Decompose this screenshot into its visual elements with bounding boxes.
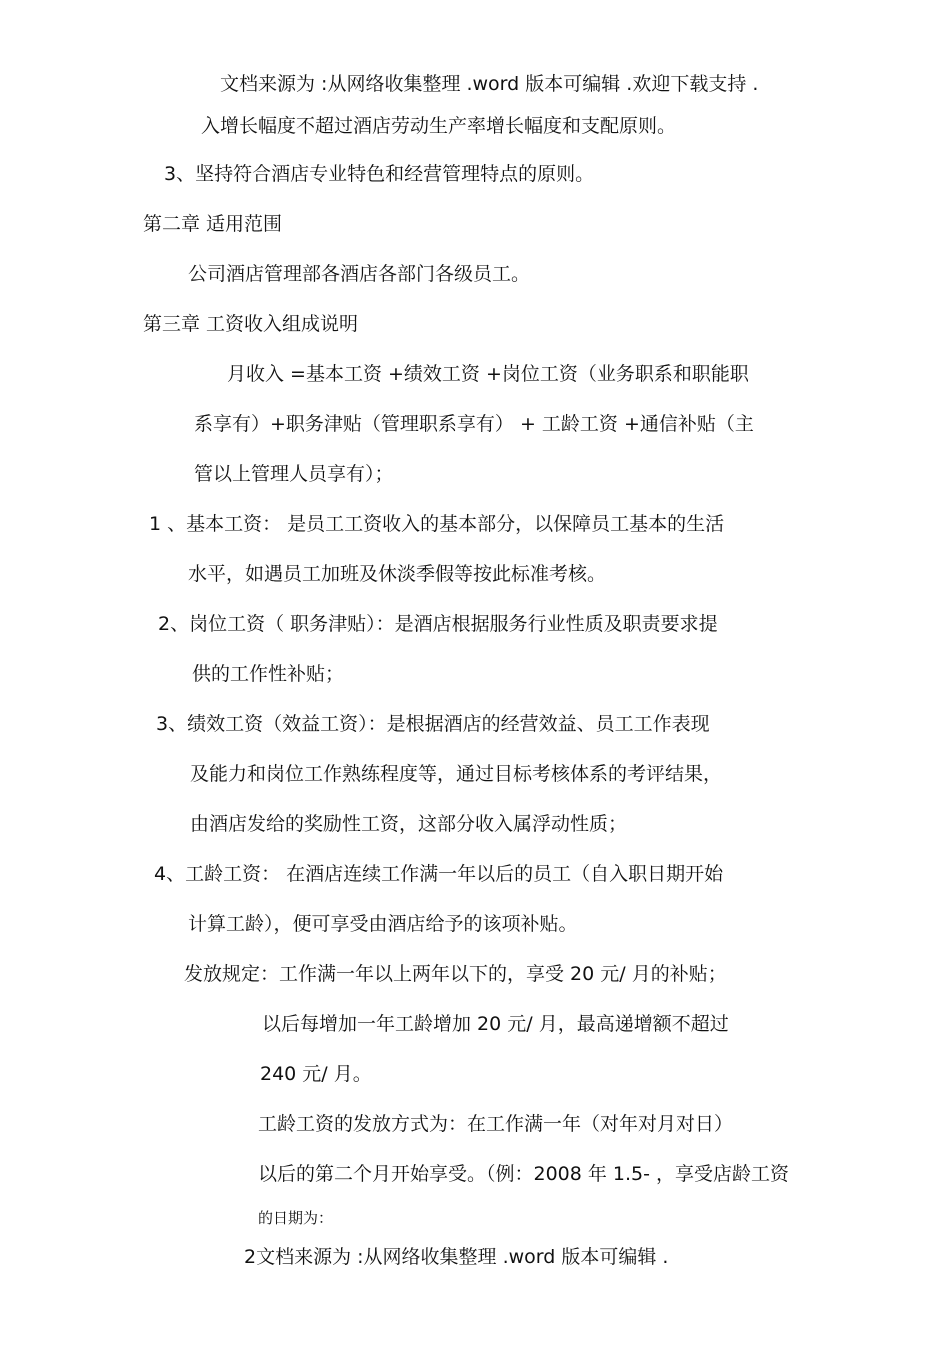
text-line: 工龄工资的发放方式为：在工作满一年（对年对月对日） [258,1113,734,1135]
chapter-3-heading: 第三章 工资收入组成说明 [143,313,359,335]
text-line: 以后每增加一年工龄增加 20 元/ 月，最高递增额不超过 [262,1013,729,1035]
chapter-2-heading: 第二章 适用范围 [143,213,283,235]
text-line: 月收入 =基本工资 +绩效工资 +岗位工资（业务职系和职能职 [227,363,749,385]
text-line: 公司酒店管理部各酒店各部门各级员工。 [188,263,531,285]
text-line: 水平，如遇员工加班及休淡季假等按此标准考核。 [188,563,607,585]
header-source-note: 文档来源为 :从网络收集整理 .word 版本可编辑 .欢迎下载支持 . [220,73,759,95]
text-line: 240 元/ 月。 [260,1063,372,1085]
principle-3: 3、坚持符合酒店专业特色和经营管理特点的原则。 [164,163,595,185]
text-line: 的日期为： [258,1209,334,1227]
item-3: 3、绩效工资（效益工资）：是根据酒店的经营效益、员工工作表现 [156,713,710,735]
text-line: 以后的第二个月开始享受。（例：2008 年 1.5- ，享受店龄工资 [258,1163,790,1185]
text-line: 由酒店发给的奖励性工资，这部分收入属浮动性质； [190,813,628,835]
text-line: 供的工作性补贴； [192,663,345,685]
text-line: 入增长幅度不超过酒店劳动生产率增长幅度和支配原则。 [201,115,677,137]
item-2: 2、岗位工资（ 职务津贴）：是酒店根据服务行业性质及职责要求提 [158,613,718,635]
text-line: 管以上管理人员享有）； [194,463,394,485]
item-1: 1 、基本工资： 是员工工资收入的基本部分，以保障员工基本的生活 [149,513,725,535]
footer-source-note: 2文档来源为 :从网络收集整理 .word 版本可编辑 . [244,1246,669,1268]
item-4: 4、工龄工资： 在酒店连续工作满一年以后的员工（自入职日期开始 [154,863,724,885]
text-line: 发放规定：工作满一年以上两年以下的，享受 20 元/ 月的补贴； [184,963,727,985]
text-line: 及能力和岗位工作熟练程度等，通过目标考核体系的考评结果， [190,763,723,785]
text-line: 系享有）+职务津贴（管理职系享有） + 工龄工资 +通信补贴（主 [194,413,754,435]
text-line: 计算工龄），便可享受由酒店给予的该项补贴。 [188,913,578,935]
